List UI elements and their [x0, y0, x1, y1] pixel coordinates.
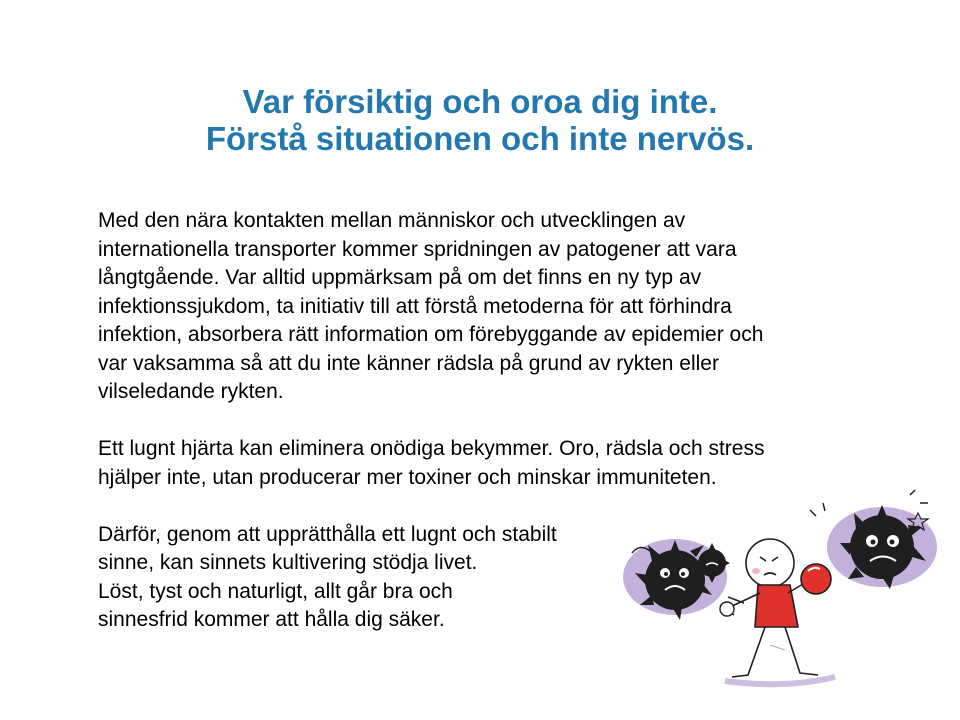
title-line-2: Förstå situationen och inte nervös. [205, 120, 755, 157]
paragraph-line: Därför, genom att upprätthålla ett lugnt och stabilt [98, 522, 557, 546]
boxing-virus-illustration [620, 485, 950, 700]
paragraph-line: sinnesfrid kommer att hålla dig säker. [98, 608, 445, 631]
paragraph-line: hjälper inte, utan producerar mer toxiner och minskar immuniteten. [98, 465, 717, 489]
paragraph-1 [98, 207, 888, 407]
paragraph-line: vilseledande rykten. [98, 380, 284, 403]
boxing-glove-icon [801, 564, 831, 594]
paragraph-line: infektion, absorbera rätt information om förebyggande av epidemier och [98, 323, 764, 346]
paragraph-line: sinne, kan sinnets kultivering stödja livet. [98, 551, 478, 574]
ground-shadow [725, 677, 835, 684]
paragraph-line: internationella transporter kommer spridningen av patogener att vara [98, 237, 737, 261]
paragraph-line: Ett lugnt hjärta kan eliminera onödiga bekymmer. Oro, rädsla och stress [98, 437, 765, 460]
slide-title [0, 83, 960, 157]
boxing-glove-icon [720, 602, 734, 616]
paragraph-line: var vaksamma så att du inte känner rädsla på grund av rykten eller [98, 351, 719, 375]
paragraph-line: Löst, tyst och naturligt, allt går bra och [98, 579, 453, 603]
paragraph-line: långtgående. Var alltid uppmärksam på om det finns en ny typ av [98, 266, 702, 289]
cartoon-character-icon [730, 539, 818, 677]
paragraph-2 [98, 435, 888, 492]
paragraph-line: Med den nära kontakten mellan människor och utvecklingen av [98, 209, 686, 232]
paragraph-line: infektionssjukdom, ta initiativ till att förstå metoderna för att förhindra [98, 294, 732, 318]
title-line-1: Var försiktig och oroa dig inte. [242, 83, 718, 120]
